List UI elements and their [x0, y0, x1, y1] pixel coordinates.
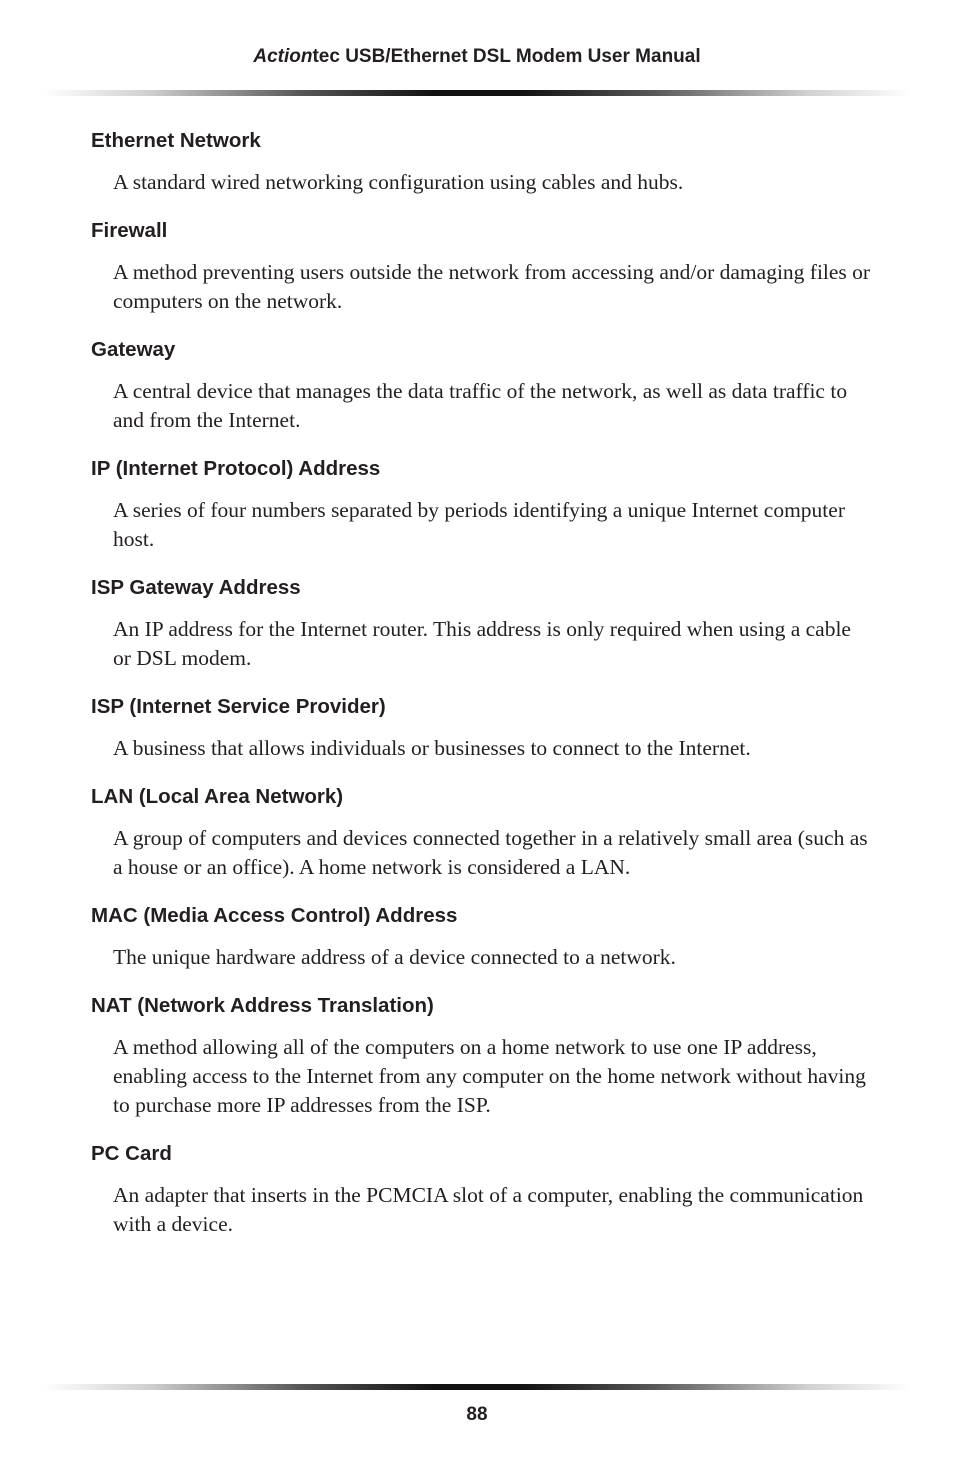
header-rule: [44, 90, 910, 96]
term-heading: NAT (Network Address Translation): [91, 994, 434, 1017]
term-definition: An IP address for the Internet router. This address is only required when using a cable or DSL modem.: [113, 617, 851, 670]
glossary-entry-pc-card: [91, 1139, 871, 1239]
term-definition: A central device that manages the data traffic of the network, as well as data traffic to and from the Internet.: [113, 379, 848, 432]
term-heading: LAN (Local Area Network): [91, 785, 344, 808]
term-heading: ISP (Internet Service Provider): [91, 695, 386, 718]
term-heading: PC Card: [91, 1142, 172, 1165]
term-heading: Gateway: [91, 338, 176, 361]
term-heading: Ethernet Network: [91, 129, 261, 152]
glossary-entry-mac-address: [91, 901, 871, 972]
footer-rule: [44, 1384, 910, 1390]
glossary-entry-firewall: [91, 216, 871, 316]
term-definition: A business that allows individuals or businesses to connect to the Internet.: [113, 736, 751, 760]
term-definition: A group of computers and devices connected together in a relatively small area (such as a house or an office). A home network is considered a LAN.: [113, 826, 868, 879]
glossary-entry-nat: [91, 991, 871, 1120]
term-heading: ISP Gateway Address: [91, 576, 301, 599]
glossary-entry-lan: [91, 782, 871, 882]
glossary-entry-ethernet-network: [91, 126, 871, 197]
running-header: [0, 46, 954, 68]
glossary-entry-isp-gateway-address: [91, 573, 871, 673]
term-definition: A standard wired networking configuration using cables and hubs.: [113, 170, 684, 194]
term-definition: A method allowing all of the computers on a home network to use one IP address, enabling access to the Internet from any computer on the home network without having to purchase more IP addresses from the ISP.: [113, 1035, 866, 1117]
glossary-entry-isp: [91, 692, 871, 763]
glossary-entry-gateway: [91, 335, 871, 435]
glossary-list: [91, 126, 871, 1258]
page-number: 88: [466, 1404, 488, 1425]
term-definition: A series of four numbers separated by periods identifying a unique Internet computer host.: [113, 498, 845, 551]
header-title: tec USB/Ethernet DSL Modem User Manual: [312, 46, 701, 67]
term-heading: IP (Internet Protocol) Address: [91, 457, 381, 480]
glossary-entry-ip-address: [91, 454, 871, 554]
term-definition: An adapter that inserts in the PCMCIA slot of a computer, enabling the communication with a device.: [113, 1183, 864, 1236]
term-heading: MAC (Media Access Control) Address: [91, 904, 458, 927]
term-definition: A method preventing users outside the network from accessing and/or damaging files or computers on the network.: [113, 260, 871, 313]
header-brand: Action: [253, 46, 313, 67]
term-definition: The unique hardware address of a device connected to a network.: [113, 945, 676, 969]
term-heading: Firewall: [91, 219, 168, 242]
